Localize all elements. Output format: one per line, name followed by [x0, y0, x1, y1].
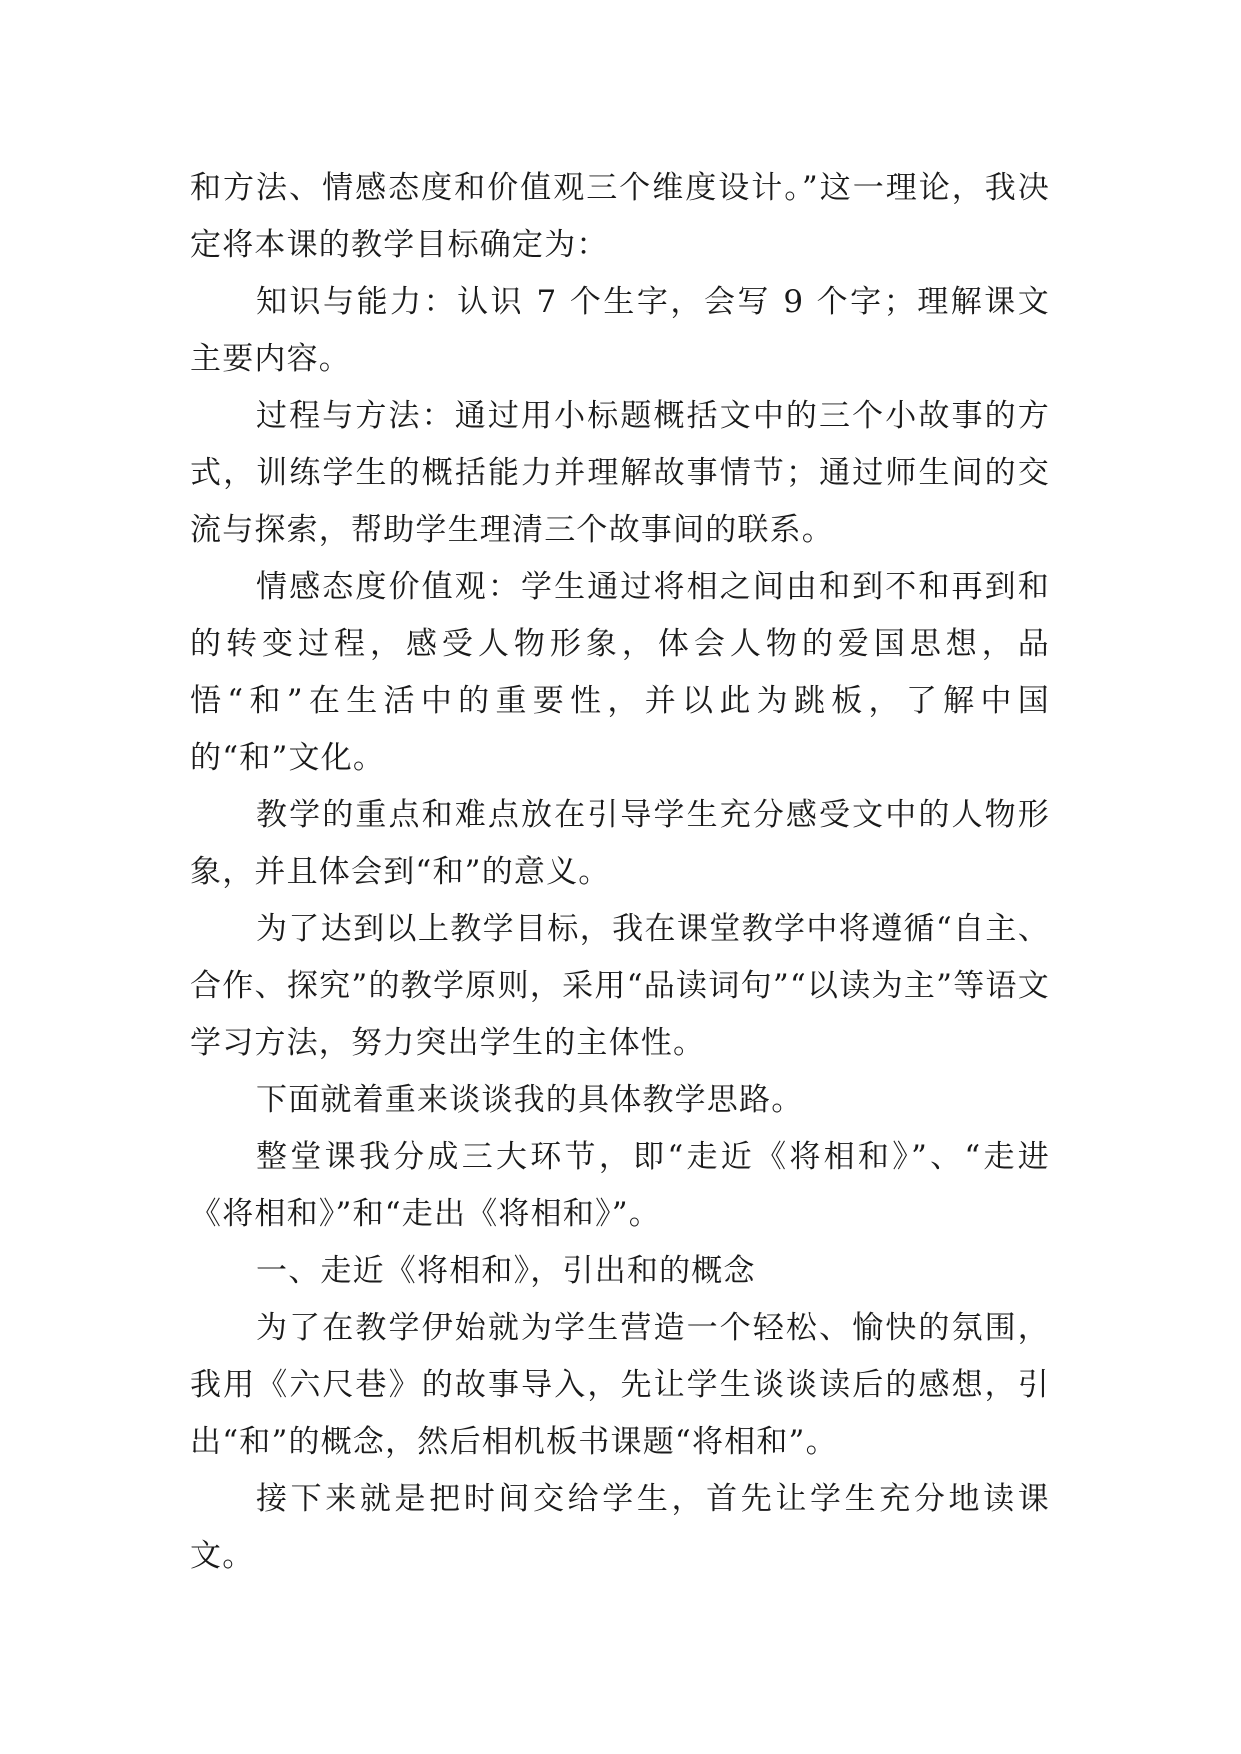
paragraph-transition: 下面就着重来谈谈我的具体教学思路。	[256, 1082, 804, 1118]
paragraph-introduction: 为了在教学伊始就为学生营造一个轻松、愉快的氛围，我用《六尺巷》的故事导入，先让学生谈谈读后的感想，引出“和”的概念，然后相机板书课题“将相和”。	[190, 1310, 1050, 1460]
paragraph-teaching-principles: 为了达到以上教学目标，我在课堂教学中将遵循“自主、合作、探究”的教学原则，采用“品读词句”“以读为主”等语文学习方法，努力突出学生的主体性。	[190, 911, 1050, 1061]
paragraph-knowledge-ability: 知识与能力：认识 7 个生字，会写 9 个字；理解课文主要内容。	[190, 284, 1050, 377]
paragraph-process-method: 过程与方法：通过用小标题概括文中的三个小故事的方式，训练学生的概括能力并理解故事情节；通过师生间的交流与探索，帮助学生理清三个故事间的联系。	[190, 398, 1050, 548]
paragraph-reading: 接下来就是把时间交给学生，首先让学生充分地读课文。	[190, 1481, 1050, 1574]
document-body	[190, 160, 1050, 1585]
paragraph-three-stages: 整堂课我分成三大环节，即“走近《将相和》”、“走进《将相和》”和“走出《将相和》”。	[190, 1139, 1050, 1232]
paragraph-continuation: 和方法、情感态度和价值观三个维度设计。”这一理论，我决定将本课的教学目标确定为：	[190, 170, 1050, 263]
section-heading-stage-one: 一、走近《将相和》，引出和的概念	[256, 1253, 756, 1289]
paragraph-key-points: 教学的重点和难点放在引导学生充分感受文中的人物形象，并且体会到“和”的意义。	[190, 797, 1050, 890]
paragraph-emotion-values: 情感态度价值观：学生通过将相之间由和到不和再到和的转变过程，感受人物形象，体会人物的爱国思想，品悟“和”在生活中的重要性，并以此为跳板，了解中国的“和”文化。	[190, 569, 1050, 776]
